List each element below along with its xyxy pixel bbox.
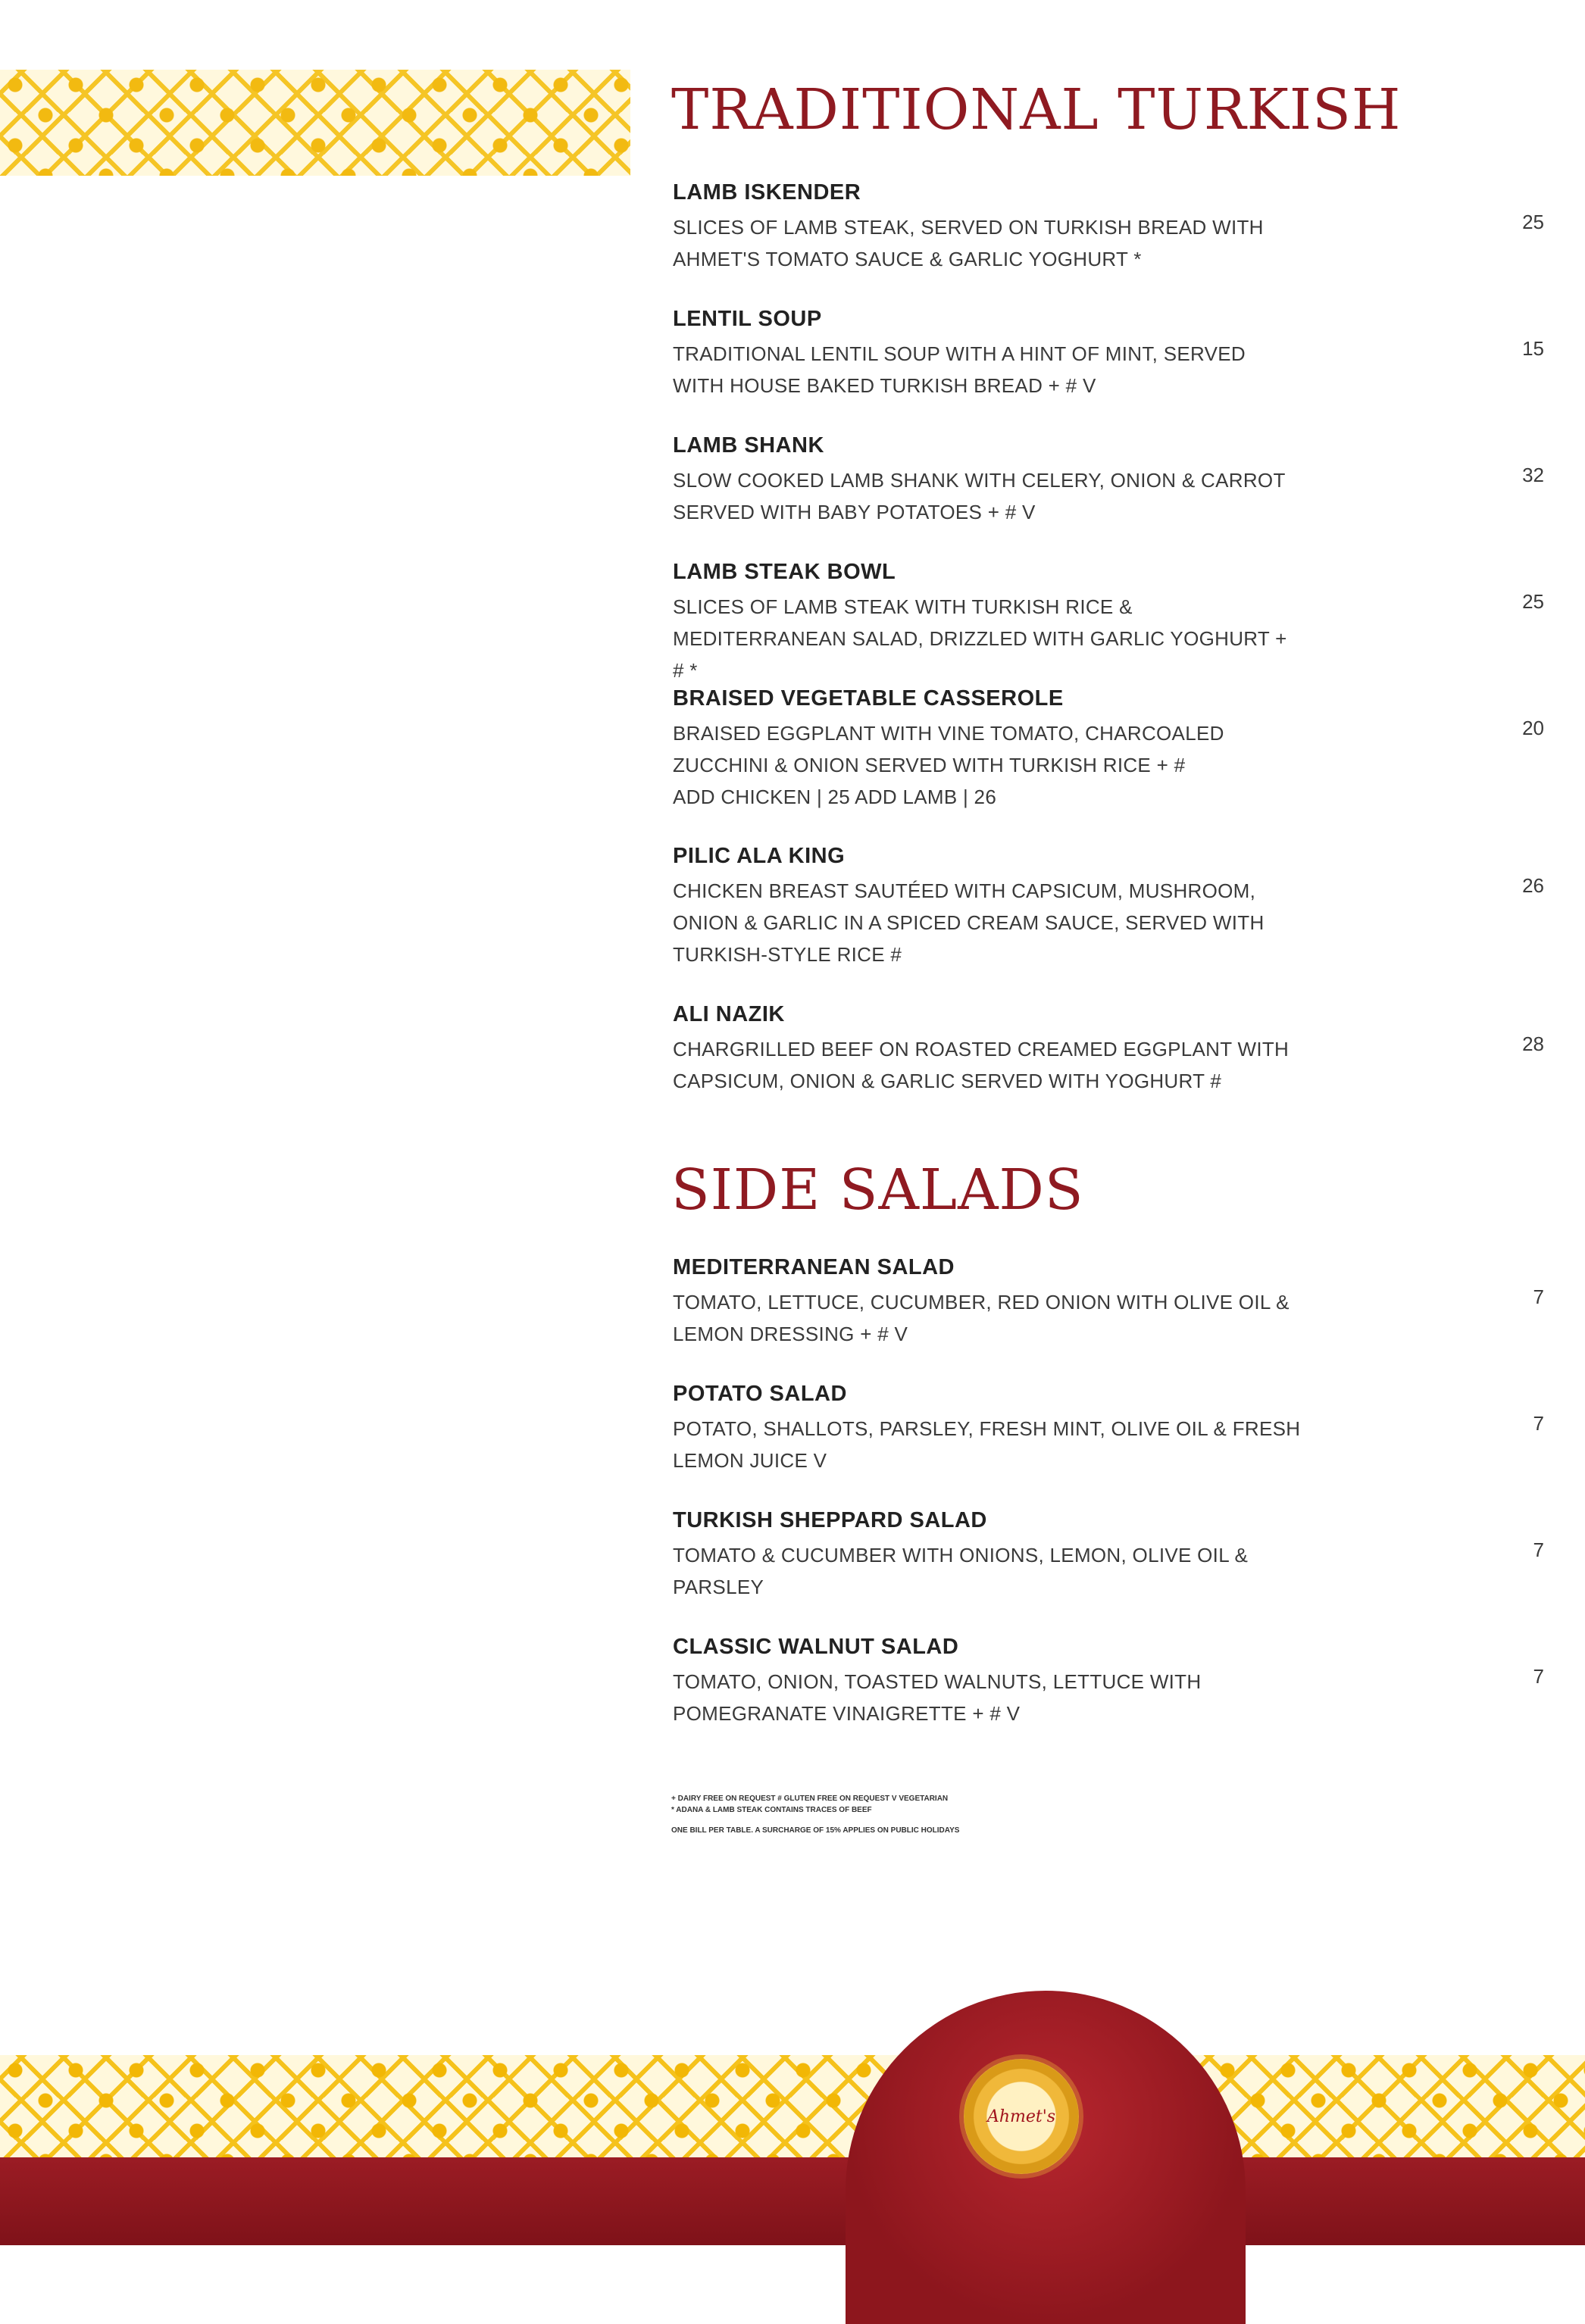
menu-item xyxy=(673,1382,1544,1476)
restaurant-logo xyxy=(964,2059,1079,2174)
item-price: 7 xyxy=(1533,1285,1544,1308)
menu-item xyxy=(673,1508,1544,1603)
decorative-pattern-top xyxy=(0,70,630,176)
item-description: TOMATO, LETTUCE, CUCUMBER, RED ONION WITH OLIVE OIL & LEMON DRESSING + # V xyxy=(673,1291,1290,1345)
menu-item xyxy=(673,1255,1544,1350)
item-description: CHICKEN BREAST SAUTÉED WITH CAPSICUM, MUSHROOM, ONION & GARLIC IN A SPICED CREAM SAUCE, SERVED WITH TURKISH-STYLE RICE # xyxy=(673,879,1265,966)
menu-item xyxy=(673,686,1544,813)
section-title-side-salads: SIDE SALADS xyxy=(671,1157,1084,1223)
item-price: 25 xyxy=(1522,211,1544,233)
footer-band xyxy=(0,2157,1585,2245)
menu-item xyxy=(673,560,1544,686)
item-name: LAMB ISKENDER xyxy=(673,180,861,205)
item-name: ALI NAZIK xyxy=(673,1002,785,1026)
item-name: LAMB STEAK BOWL xyxy=(673,560,896,584)
menu-item xyxy=(673,1002,1544,1097)
menu-item xyxy=(673,433,1544,528)
item-description: SLICES OF LAMB STEAK, SERVED ON TURKISH BREAD WITH AHMET'S TOMATO SAUCE & GARLIC YOGHURT * xyxy=(673,216,1264,270)
item-price: 15 xyxy=(1522,337,1544,360)
footnote-legend: + DAIRY FREE ON REQUEST # GLUTEN FREE ON REQUEST V VEGETARIAN xyxy=(671,1795,949,1803)
item-price: 7 xyxy=(1533,1412,1544,1435)
logo-text: Ahmet's xyxy=(986,2107,1056,2126)
item-name: POTATO SALAD xyxy=(673,1382,847,1406)
footnote-beef: * ADANA & LAMB STEAK CONTAINS TRACES OF BEEF xyxy=(671,1806,872,1814)
item-description: TOMATO, ONION, TOASTED WALNUTS, LETTUCE WITH POMEGRANATE VINAIGRETTE + # V xyxy=(673,1670,1202,1725)
item-price: 20 xyxy=(1522,717,1544,739)
item-description: CHARGRILLED BEEF ON ROASTED CREAMED EGGPLANT WITH CAPSICUM, ONION & GARLIC SERVED WITH YOGHURT # xyxy=(673,1038,1290,1092)
footnotes xyxy=(671,1794,959,1837)
item-price: 7 xyxy=(1533,1665,1544,1688)
item-name: LENTIL SOUP xyxy=(673,307,822,331)
item-description: SLICES OF LAMB STEAK WITH TURKISH RICE & MEDITERRANEAN SALAD, DRIZZLED WITH GARLIC YOGHURT + # * xyxy=(673,595,1287,682)
item-price: 25 xyxy=(1522,590,1544,613)
item-price: 32 xyxy=(1522,464,1544,486)
item-description: BRAISED EGGPLANT WITH VINE TOMATO, CHARCOALED ZUCCHINI & ONION SERVED WITH TURKISH RICE + # xyxy=(673,722,1224,776)
item-price: 26 xyxy=(1522,874,1544,897)
item-name: BRAISED VEGETABLE CASSEROLE xyxy=(673,686,1064,711)
item-name: TURKISH SHEPPARD SALAD xyxy=(673,1508,987,1532)
item-name: PILIC ALA KING xyxy=(673,844,846,868)
item-price: 7 xyxy=(1533,1538,1544,1561)
item-name: CLASSIC WALNUT SALAD xyxy=(673,1635,959,1659)
menu-item xyxy=(673,180,1544,275)
item-name: MEDITERRANEAN SALAD xyxy=(673,1255,955,1279)
item-description: SLOW COOKED LAMB SHANK WITH CELERY, ONION & CARROT SERVED WITH BABY POTATOES + # V xyxy=(673,469,1286,523)
item-addon: ADD CHICKEN | 25 ADD LAMB | 26 xyxy=(673,786,997,808)
decorative-pattern-bottom xyxy=(0,2055,1585,2157)
menu-item xyxy=(673,844,1544,970)
footnote-surcharge: ONE BILL PER TABLE. A SURCHARGE OF 15% APPLIES ON PUBLIC HOLIDAYS xyxy=(671,1826,960,1835)
item-description: POTATO, SHALLOTS, PARSLEY, FRESH MINT, OLIVE OIL & FRESH LEMON JUICE V xyxy=(673,1417,1301,1472)
section-title-traditional-turkish: TRADITIONAL TURKISH xyxy=(671,77,1402,142)
item-description: TOMATO & CUCUMBER WITH ONIONS, LEMON, OLIVE OIL & PARSLEY xyxy=(673,1544,1249,1598)
menu-item xyxy=(673,307,1544,401)
item-description: TRADITIONAL LENTIL SOUP WITH A HINT OF MINT, SERVED WITH HOUSE BAKED TURKISH BREAD + # V xyxy=(673,342,1246,397)
item-name: LAMB SHANK xyxy=(673,433,824,458)
menu-item xyxy=(673,1635,1544,1729)
item-price: 28 xyxy=(1522,1032,1544,1055)
